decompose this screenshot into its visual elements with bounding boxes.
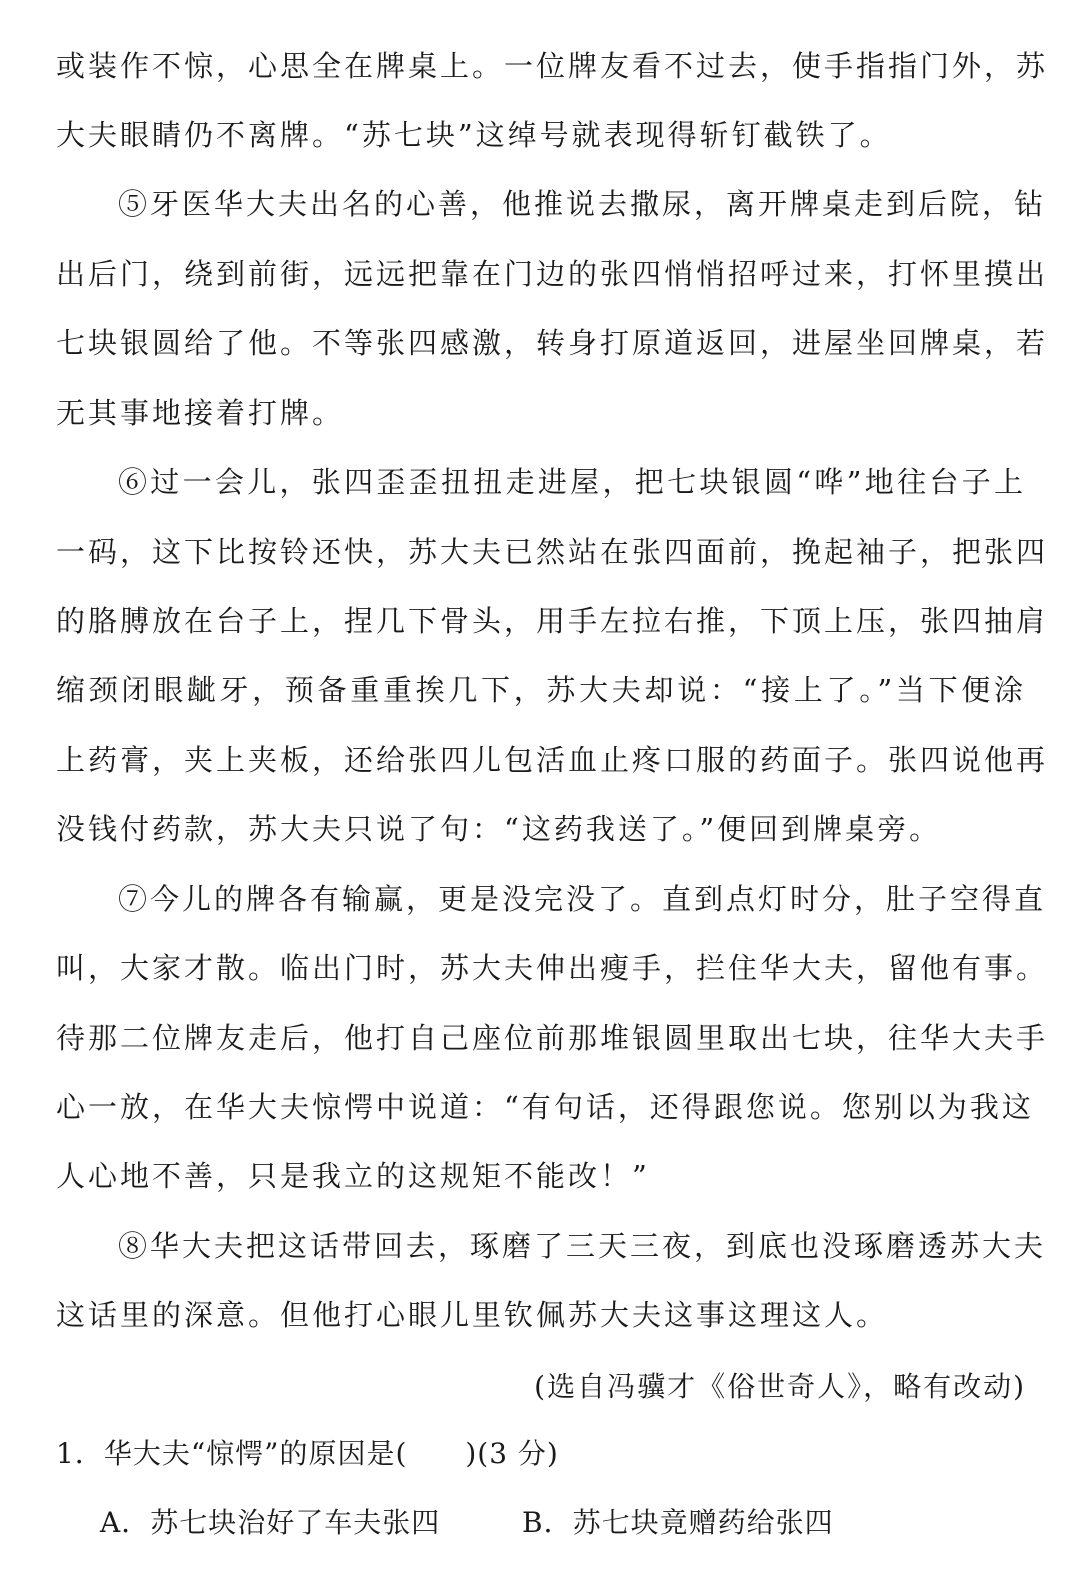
passage-line: 叫，大家才散。临出门时，苏大夫伸出瘦手，拦住华大夫，留他有事。 <box>56 951 1049 985</box>
paragraph-8-start: ⑧华大夫把这话带回去，琢磨了三天三夜，到底也没琢磨透苏大夫 <box>118 1229 1047 1263</box>
passage-line: 待那二位牌友走后，他打自己座位前那堆银圆里取出七块，往华大夫手 <box>56 1021 1049 1055</box>
passage-line: 缩颈闭眼龇牙，预备重重挨几下，苏大夫却说：“接上了。”当下便涂 <box>56 673 1026 707</box>
passage-line: 出后门，绕到前街，远远把靠在门边的张四悄悄招呼过来，打怀里摸出 <box>56 257 1049 291</box>
passage-line: 的胳膊放在台子上，捏几下骨头，用手左拉右推，下顶上压，张四抽肩 <box>56 604 1049 638</box>
option-b: B．苏七块竟赠药给张四 <box>522 1506 834 1539</box>
passage-line: 心一放，在华大夫惊愕中说道：“有句话，还得跟您说。您别以为我这 <box>56 1090 1034 1124</box>
passage-line: 一码，这下比按铃还快，苏大夫已然站在张四面前，挽起袖子，把张四 <box>56 535 1049 569</box>
passage-line: 人心地不善，只是我立的这规矩不能改！” <box>56 1159 650 1193</box>
paragraph-5-start: ⑤牙医华大夫出名的心善，他推说去撒尿，离开牌桌走到后院，钻 <box>118 187 1047 221</box>
passage-line: 大夫眼睛仍不离牌。“苏七块”这绰号就表现得斩钉截铁了。 <box>56 118 892 152</box>
passage-line: 七块银圆给了他。不等张四感激，转身打原道返回，进屋坐回牌桌，若 <box>56 326 1049 360</box>
passage-line: 这话里的深意。但他打心眼儿里钦佩苏大夫这事这理这人。 <box>56 1298 889 1332</box>
paragraph-7-start: ⑦今儿的牌各有输赢，更是没完没了。直到点灯时分，肚子空得直 <box>118 882 1047 916</box>
source-citation: (选自冯骥才《俗世奇人》，略有改动) <box>534 1370 1026 1403</box>
passage-line: 或装作不惊，心思全在牌桌上。一位牌友看不过去，使手指指门外，苏 <box>56 49 1049 83</box>
option-a: A．苏七块治好了车夫张四 <box>100 1506 441 1539</box>
question-stem: 1．华大夫“惊愕”的原因是( )(3 分) <box>56 1437 559 1470</box>
passage-line: 没钱付药款，苏大夫只说了句：“这药我送了。”便回到牌桌旁。 <box>56 812 942 846</box>
paragraph-6-start: ⑥过一会儿，张四歪歪扭扭走进屋，把七块银圆“哗”地往台子上 <box>118 465 1026 499</box>
passage-line: 无其事地接着打牌。 <box>56 396 345 430</box>
passage-line: 上药膏，夹上夹板，还给张四儿包活血止疼口服的药面子。张四说他再 <box>56 743 1049 777</box>
